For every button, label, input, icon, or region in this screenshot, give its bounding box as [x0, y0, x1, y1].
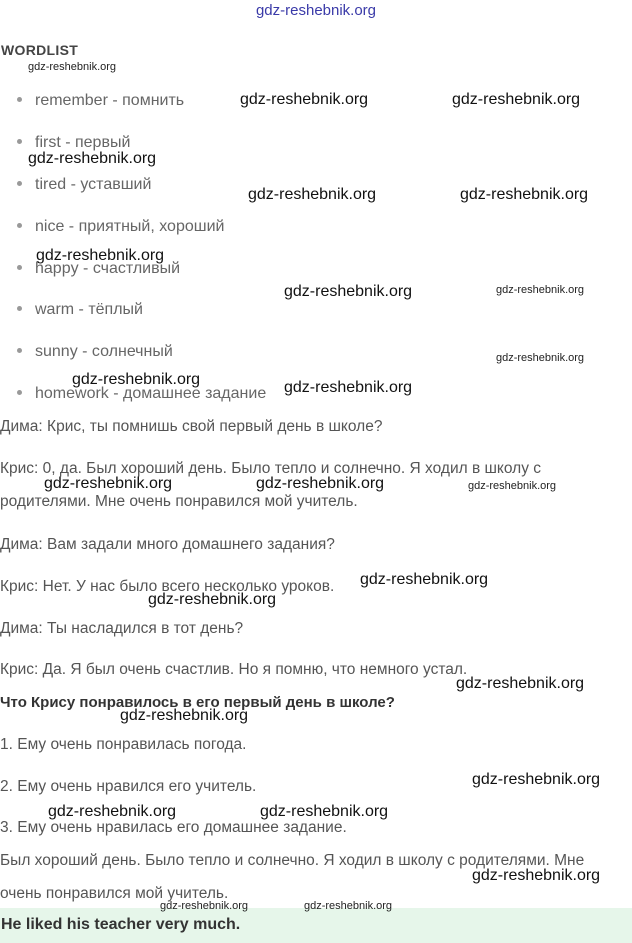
header-watermark: gdz-reshebnik.org — [255, 2, 377, 19]
wordlist-item: homework - домашнее задание — [17, 385, 266, 403]
dialogue-line: Дима: Ты насладился в тот день? — [0, 620, 244, 637]
answer-text: He liked his teacher very much. — [1, 916, 241, 933]
bullet-icon — [17, 181, 22, 186]
watermark: gdz-reshebnik.org — [148, 591, 277, 608]
wordlist-item: sunny - солнечный — [17, 343, 173, 361]
wordlist-item: happy - счастливый — [17, 260, 180, 278]
wordlist-item: first - первый — [17, 134, 130, 152]
watermark: gdz-reshebnik.org — [284, 379, 413, 396]
watermark-small: gdz-reshebnik.org — [160, 900, 249, 912]
question-option: 1. Ему очень понравилась погода. — [0, 736, 247, 753]
dialogue-line: родителями. Мне очень понравился мой учитель. — [0, 493, 358, 510]
watermark: gdz-reshebnik.org — [48, 803, 177, 820]
watermark: gdz-reshebnik.org — [248, 186, 377, 203]
watermark-small: gdz-reshebnik.org — [496, 352, 585, 364]
bullet-icon — [17, 348, 22, 353]
bullet-icon — [17, 223, 22, 228]
translation-line: очень понравился мой учитель. — [0, 885, 229, 902]
watermark: gdz-reshebnik.org — [472, 867, 601, 884]
watermark-small: gdz-reshebnik.org — [28, 61, 117, 73]
bullet-icon — [17, 97, 22, 102]
watermark: gdz-reshebnik.org — [72, 371, 201, 388]
watermark: gdz-reshebnik.org — [360, 571, 489, 588]
watermark: gdz-reshebnik.org — [240, 91, 369, 108]
watermark: gdz-reshebnik.org — [460, 186, 589, 203]
bullet-icon — [17, 306, 22, 311]
wordlist-title: WORDLIST — [1, 42, 79, 58]
dialogue-line: Крис: 0, да. Был хороший день. Было тепло и солнечно. Я ходил в школу с — [0, 460, 542, 477]
bullet-icon — [17, 390, 22, 395]
translation-line: Был хороший день. Было тепло и солнечно. Я ходил в школу с родителями. Мне — [0, 852, 585, 869]
watermark: gdz-reshebnik.org — [44, 475, 173, 492]
watermark: gdz-reshebnik.org — [472, 771, 601, 788]
question-option: 2. Ему очень нравился его учитель. — [0, 778, 257, 795]
watermark: gdz-reshebnik.org — [260, 803, 389, 820]
watermark: gdz-reshebnik.org — [284, 283, 413, 300]
watermark-small: gdz-reshebnik.org — [468, 480, 557, 492]
dialogue-line: Крис: Да. Я был очень счастлив. Но я помню, что немного устал. — [0, 661, 468, 678]
wordlist-item: nice - приятный, хороший — [17, 218, 224, 236]
watermark: gdz-reshebnik.org — [256, 475, 385, 492]
watermark-small: gdz-reshebnik.org — [496, 284, 585, 296]
watermark-small: gdz-reshebnik.org — [304, 900, 393, 912]
bullet-icon — [17, 139, 22, 144]
watermark: gdz-reshebnik.org — [28, 150, 157, 167]
watermark: gdz-reshebnik.org — [36, 247, 165, 264]
wordlist-item: remember - помнить — [17, 92, 184, 110]
wordlist-item: warm - тёплый — [17, 301, 143, 319]
bullet-icon — [17, 265, 22, 270]
watermark: gdz-reshebnik.org — [120, 707, 249, 724]
question-option: 3. Ему очень нравилась его домашнее задание. — [0, 819, 347, 836]
dialogue-line: Дима: Крис, ты помнишь свой первый день в школе? — [0, 418, 383, 435]
dialogue-line: Крис: Нет. У нас было всего несколько уроков. — [0, 578, 335, 595]
dialogue-line: Дима: Вам задали много домашнего задания? — [0, 536, 335, 553]
watermark: gdz-reshebnik.org — [456, 675, 585, 692]
wordlist-item: tired - уставший — [17, 176, 151, 194]
question-title: Что Крису понравилось в его первый день в школе? — [0, 694, 395, 711]
watermark: gdz-reshebnik.org — [452, 91, 581, 108]
